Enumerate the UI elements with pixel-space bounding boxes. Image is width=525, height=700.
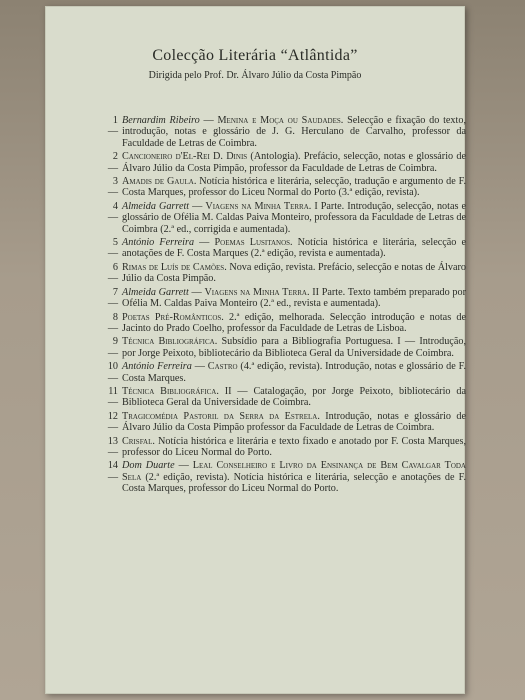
entry-description: . Selecção e fixação do texto, introdução, notas e glossário de J. G. Herculano de Carvalho, professor da Faculdade de Letras de Coimbra. xyxy=(122,115,466,149)
entry-number: 8 — xyxy=(107,311,118,334)
entry-description: (4.ª edição, revista). Introdução, notas e glossário de F. Costa Marques. xyxy=(122,361,466,384)
entry-description: . Notícia histórica e literária, selecção e anotações de F. Costa Marques (2.ª edição, revista e aumentada). xyxy=(122,237,467,260)
entry-number: 11 — xyxy=(107,385,118,409)
list-item xyxy=(101,386,466,409)
collection-title: Colecção Literária “Atlântida” xyxy=(152,47,358,64)
entry-description: . Nova edição, revista. Prefácio, selecção e notas de Álvaro Júlio da Costa Pimpão. xyxy=(122,261,466,285)
list-item xyxy=(101,201,466,235)
entry-number: 1 — xyxy=(107,115,118,138)
entry-number: 3 — xyxy=(107,176,118,199)
entry-description: . Introdução, notas e glossário de Álvaro Júlio da Costa Pimpão professor da Faculdade de Letras de Coimbra. xyxy=(122,410,466,434)
book-back-cover xyxy=(45,6,465,694)
entry-number: 6 — xyxy=(107,261,118,285)
cover-header xyxy=(46,47,464,81)
entry-description: . Notícia histórica e literária e texto fixado e anotado por F. Costa Marques, professor do Liceu Normal do Porto. xyxy=(122,435,466,458)
list-item xyxy=(101,287,466,310)
entry-description: . Subsídio para a Bibliografia Portuguesa. I — Introdução, por Jorge Peixoto, bibliotecário da Biblioteca Geral da Universidade de Coimbra. xyxy=(122,336,466,359)
entry-title: Menina e Moça ou Saudades xyxy=(217,115,341,126)
collection-editor: Dirigida pelo Prof. Dr. Álvaro Júlio da Costa Pimpão xyxy=(148,70,362,81)
entry-separator: — xyxy=(189,200,206,212)
list-item xyxy=(101,336,466,359)
entry-separator: — xyxy=(174,460,193,472)
entry-title: Técnica Bibliográfica xyxy=(122,385,217,397)
list-item xyxy=(101,361,466,384)
entry-author: Dom Duarte xyxy=(122,460,175,472)
entry-title: Cancioneiro d'El-Rei D. Dinis xyxy=(122,151,248,163)
entry-number: 4 — xyxy=(107,200,118,224)
entry-title: Poetas Pré-Românticos xyxy=(122,311,222,323)
entry-number: 12 — xyxy=(107,410,118,434)
entry-title: Tragicomédia Pastoril da Serra da Estrela xyxy=(122,410,318,422)
entry-description: . Notícia histórica e literária, selecção, tradução e argumento de F. Costa Marques, professor do Liceu Normal do Porto (3.ª edição, revista). xyxy=(122,176,466,199)
entry-title: Viagens na Minha Terra xyxy=(204,286,307,298)
list-item xyxy=(101,262,466,285)
entry-author: Bernardim Ribeiro xyxy=(122,115,200,126)
entry-title: Castro xyxy=(207,361,238,373)
entry-description: (2.ª edição, revista). Notícia histórica e literária, selecção e anotações de F. Costa Marques, professor do Liceu Normal do Porto. xyxy=(122,471,466,495)
entry-separator: — xyxy=(188,286,205,298)
list-item xyxy=(101,176,466,199)
list-item xyxy=(101,237,466,260)
entry-number: 14 — xyxy=(107,460,118,483)
entry-separator: — xyxy=(194,237,215,249)
list-item xyxy=(101,312,466,335)
entry-number: 2 — xyxy=(107,151,118,174)
list-item xyxy=(101,460,466,494)
list-item xyxy=(101,151,466,174)
entry-author: Almeida Garrett xyxy=(122,200,190,212)
entry-title: Poemas Lusitanos xyxy=(214,237,291,249)
entry-title: Rimas de Luís de Camões xyxy=(122,261,225,273)
list-item xyxy=(101,115,466,149)
entry-title: Amadis de Gaula xyxy=(122,176,194,188)
list-item xyxy=(101,411,466,434)
entry-author: Almeida Garrett xyxy=(122,286,189,298)
entry-separator: — xyxy=(199,115,218,126)
entry-description: (Antologia). Prefácio, selecção, notas e glossário de Álvaro Júlio da Costa Pimpão, professor da Faculdade de Letras de Coimbra. xyxy=(122,151,466,174)
entry-number: 13 — xyxy=(107,435,118,458)
entry-title: Técnica Bibliográfica xyxy=(122,336,215,348)
entry-number: 9 — xyxy=(107,336,118,359)
entry-number: 10 — xyxy=(107,361,118,384)
title-list xyxy=(101,115,466,497)
entry-title: Leal Conselheiro e Livro da Ensinança de Bem Cavalgar Toda Sela xyxy=(122,460,466,483)
entry-separator: — xyxy=(191,361,208,373)
list-item xyxy=(101,436,466,459)
entry-number: 7 — xyxy=(107,286,118,310)
entry-author: António Ferreira xyxy=(122,237,195,249)
entry-description: . II — Catalogação, por Jorge Peixoto, bibliotecário da Biblioteca Geral da Universidade de Coimbra. xyxy=(122,385,466,409)
entry-description: . I Parte. Introdução, selecção, notas e glossário de Ofélia M. Caldas Paiva Monteiro, professora da Faculdade de Letras de Coimbra (2.ª ed., corrigida e aumentada). xyxy=(122,200,466,235)
entry-title: Viagens na Minha Terra xyxy=(205,200,309,212)
entry-title: Crisfal xyxy=(122,435,153,447)
entry-description: . 2.ª edição, melhorada. Selecção introdução e notas de Jacinto do Prado Coelho, professor da Faculdade de Letras de Lisboa. xyxy=(122,311,466,334)
entry-number: 5 — xyxy=(107,237,118,260)
entry-description: . II Parte. Texto também preparado por Ofélia M. Caldas Paiva Monteiro (2.ª ed., revista e aumentada). xyxy=(122,286,466,310)
entry-author: António Ferreira xyxy=(122,361,192,373)
